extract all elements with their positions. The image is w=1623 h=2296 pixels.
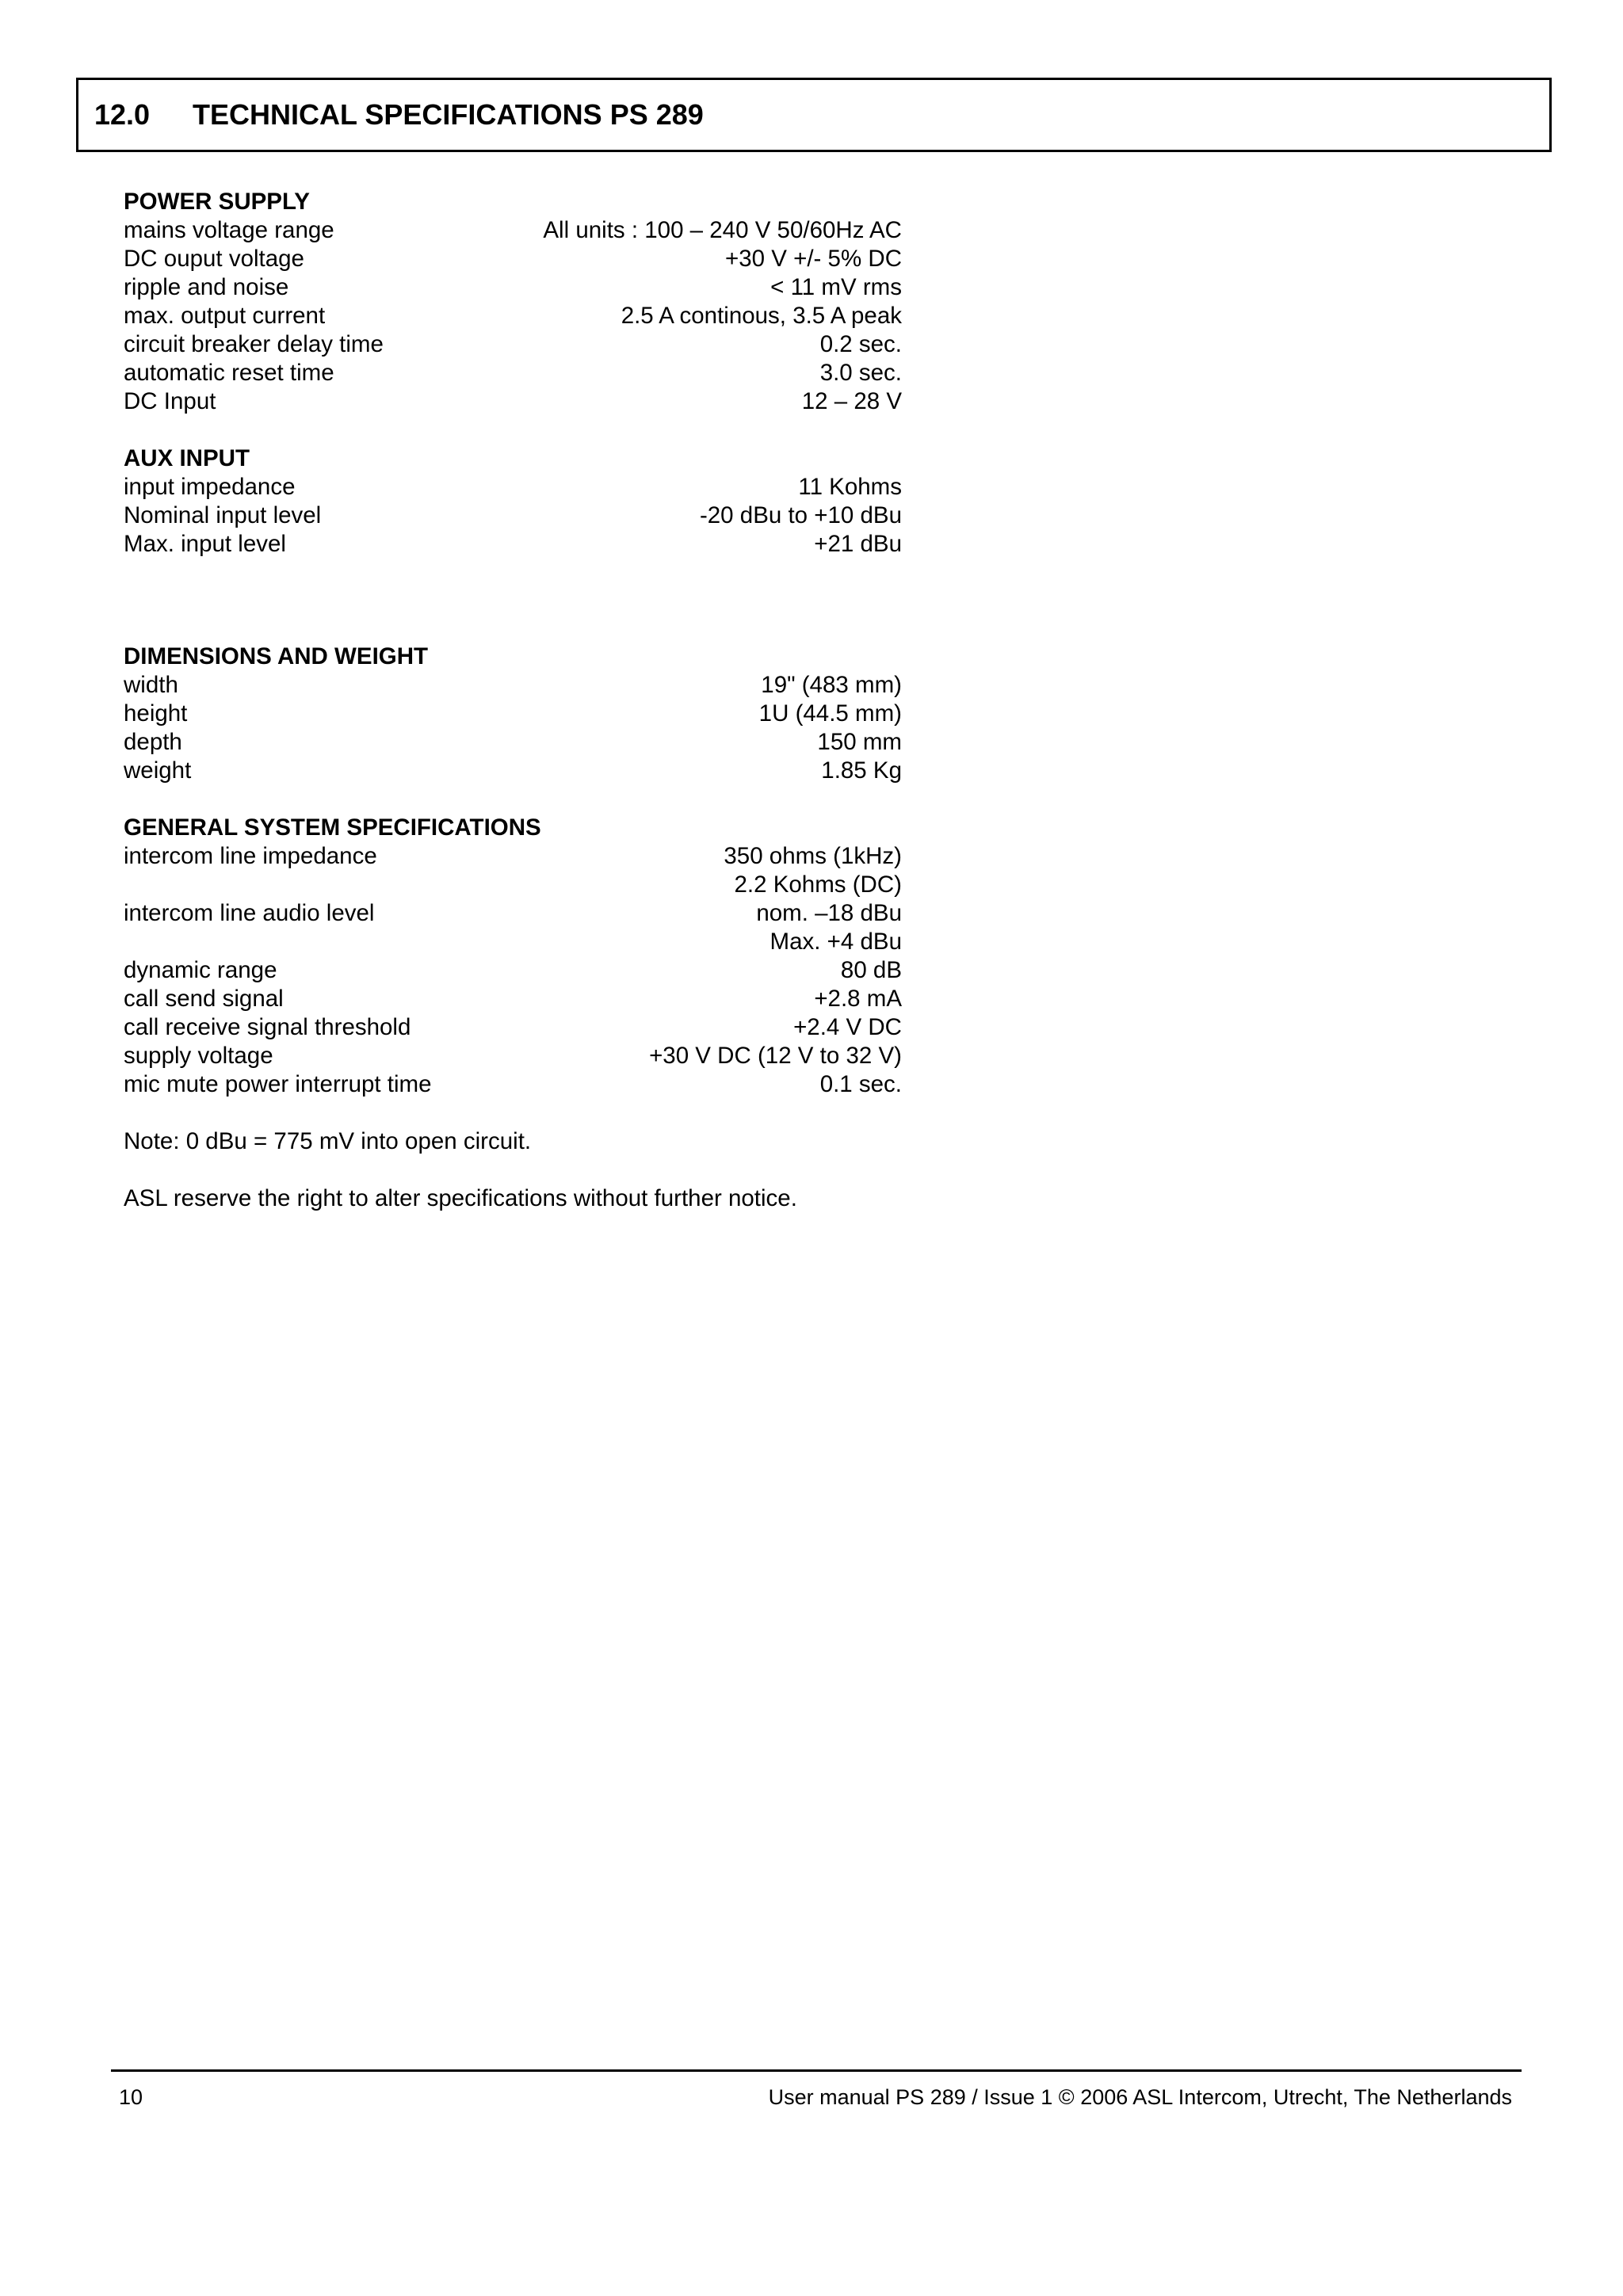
spec-label: width bbox=[124, 672, 178, 698]
spec-value: 3.0 sec. bbox=[819, 360, 902, 386]
spec-label: automatic reset time bbox=[124, 360, 334, 386]
spec-label: input impedance bbox=[124, 474, 296, 500]
spec-label: circuit breaker delay time bbox=[124, 331, 384, 357]
specifications-list bbox=[124, 188, 902, 1213]
spec-value: 150 mm bbox=[817, 729, 902, 755]
spec-label: supply voltage bbox=[124, 1043, 273, 1069]
spec-row bbox=[124, 216, 902, 245]
spec-value: < 11 mV rms bbox=[770, 274, 902, 300]
page-number: 10 bbox=[119, 2085, 143, 2109]
spec-label: Max. input level bbox=[124, 531, 286, 557]
footer-divider bbox=[111, 2069, 1522, 2072]
spec-row bbox=[124, 359, 902, 387]
spec-value: +2.8 mA bbox=[814, 986, 902, 1012]
spec-value: 0.2 sec. bbox=[819, 331, 902, 357]
spec-value: 0.1 sec. bbox=[819, 1071, 902, 1097]
spec-value: 2.2 Kohms (DC) bbox=[734, 871, 902, 898]
spec-label: depth bbox=[124, 729, 182, 755]
spec-value: +2.4 V DC bbox=[793, 1014, 902, 1040]
spec-value: All units : 100 – 240 V 50/60Hz AC bbox=[543, 217, 902, 243]
spec-label: call send signal bbox=[124, 986, 284, 1012]
general-specs-section bbox=[124, 814, 902, 1099]
section-heading: POWER SUPPLY bbox=[124, 189, 310, 215]
spec-value: nom. –18 dBu bbox=[756, 900, 902, 926]
spec-row bbox=[124, 330, 902, 359]
spec-label: DC Input bbox=[124, 388, 216, 414]
spec-row bbox=[124, 473, 902, 502]
spec-row bbox=[124, 700, 902, 728]
spec-row bbox=[124, 956, 902, 985]
spacer bbox=[124, 1156, 902, 1184]
spec-value: Max. +4 dBu bbox=[769, 929, 902, 955]
section-heading: DIMENSIONS AND WEIGHT bbox=[124, 643, 429, 669]
spec-label: intercom line audio level bbox=[124, 900, 375, 926]
footer-text: User manual PS 289 / Issue 1 © 2006 ASL Intercom, Utrecht, The Netherlands bbox=[768, 2085, 1512, 2109]
spec-label: height bbox=[124, 700, 188, 727]
section-heading: GENERAL SYSTEM SPECIFICATIONS bbox=[124, 814, 541, 841]
spec-row bbox=[124, 928, 902, 956]
spec-row bbox=[124, 728, 902, 757]
spec-row bbox=[124, 871, 902, 899]
page-title: TECHNICAL SPECIFICATIONS PS 289 bbox=[193, 98, 704, 131]
spec-row bbox=[124, 1013, 902, 1042]
spec-label: weight bbox=[124, 757, 192, 784]
spec-value: +30 V DC (12 V to 32 V) bbox=[649, 1043, 902, 1069]
spec-value: 19" (483 mm) bbox=[761, 672, 902, 698]
section-number: 12.0 bbox=[94, 98, 151, 131]
spec-row bbox=[124, 985, 902, 1013]
aux-input-section bbox=[124, 444, 902, 559]
spec-row bbox=[124, 899, 902, 928]
spec-row bbox=[124, 387, 902, 416]
spec-label: intercom line impedance bbox=[124, 843, 377, 869]
spec-value: 12 – 28 V bbox=[801, 388, 902, 414]
spec-value: 1U (44.5 mm) bbox=[758, 700, 902, 727]
spec-label: mic mute power interrupt time bbox=[124, 1071, 432, 1097]
spec-label: dynamic range bbox=[124, 957, 277, 983]
spacer bbox=[124, 416, 902, 444]
spec-value: 11 Kohms bbox=[798, 474, 902, 500]
spec-label: call receive signal threshold bbox=[124, 1014, 411, 1040]
spec-value: 80 dB bbox=[840, 957, 902, 983]
spec-value: +30 V +/- 5% DC bbox=[725, 246, 902, 272]
spec-value: +21 dBu bbox=[814, 531, 902, 557]
spacer bbox=[124, 785, 902, 814]
note-text: Note: 0 dBu = 775 mV into open circuit. bbox=[124, 1128, 532, 1154]
spec-label: ripple and noise bbox=[124, 274, 289, 300]
spec-row bbox=[124, 530, 902, 559]
disclaimer-text: ASL reserve the right to alter specifications without further notice. bbox=[124, 1185, 797, 1211]
spec-label: Nominal input level bbox=[124, 502, 322, 528]
spec-value: 1.85 Kg bbox=[821, 757, 902, 784]
spec-row bbox=[124, 671, 902, 700]
section-title-box bbox=[76, 78, 1552, 152]
spec-row bbox=[124, 273, 902, 302]
spec-row bbox=[124, 302, 902, 330]
spec-value: -20 dBu to +10 dBu bbox=[699, 502, 902, 528]
spec-value: 2.5 A continous, 3.5 A peak bbox=[621, 303, 902, 329]
spec-row bbox=[124, 1042, 902, 1070]
power-supply-section bbox=[124, 188, 902, 416]
spec-row bbox=[124, 757, 902, 785]
spec-label: max. output current bbox=[124, 303, 326, 329]
spacer bbox=[124, 559, 902, 643]
spec-value: 350 ohms (1kHz) bbox=[724, 843, 902, 869]
dimensions-section bbox=[124, 643, 902, 785]
spec-row bbox=[124, 842, 902, 871]
spec-label: mains voltage range bbox=[124, 217, 334, 243]
section-heading: AUX INPUT bbox=[124, 445, 250, 471]
spec-row bbox=[124, 245, 902, 273]
spec-row bbox=[124, 502, 902, 530]
spec-row bbox=[124, 1070, 902, 1099]
spec-label: DC ouput voltage bbox=[124, 246, 304, 272]
spacer bbox=[124, 1099, 902, 1127]
